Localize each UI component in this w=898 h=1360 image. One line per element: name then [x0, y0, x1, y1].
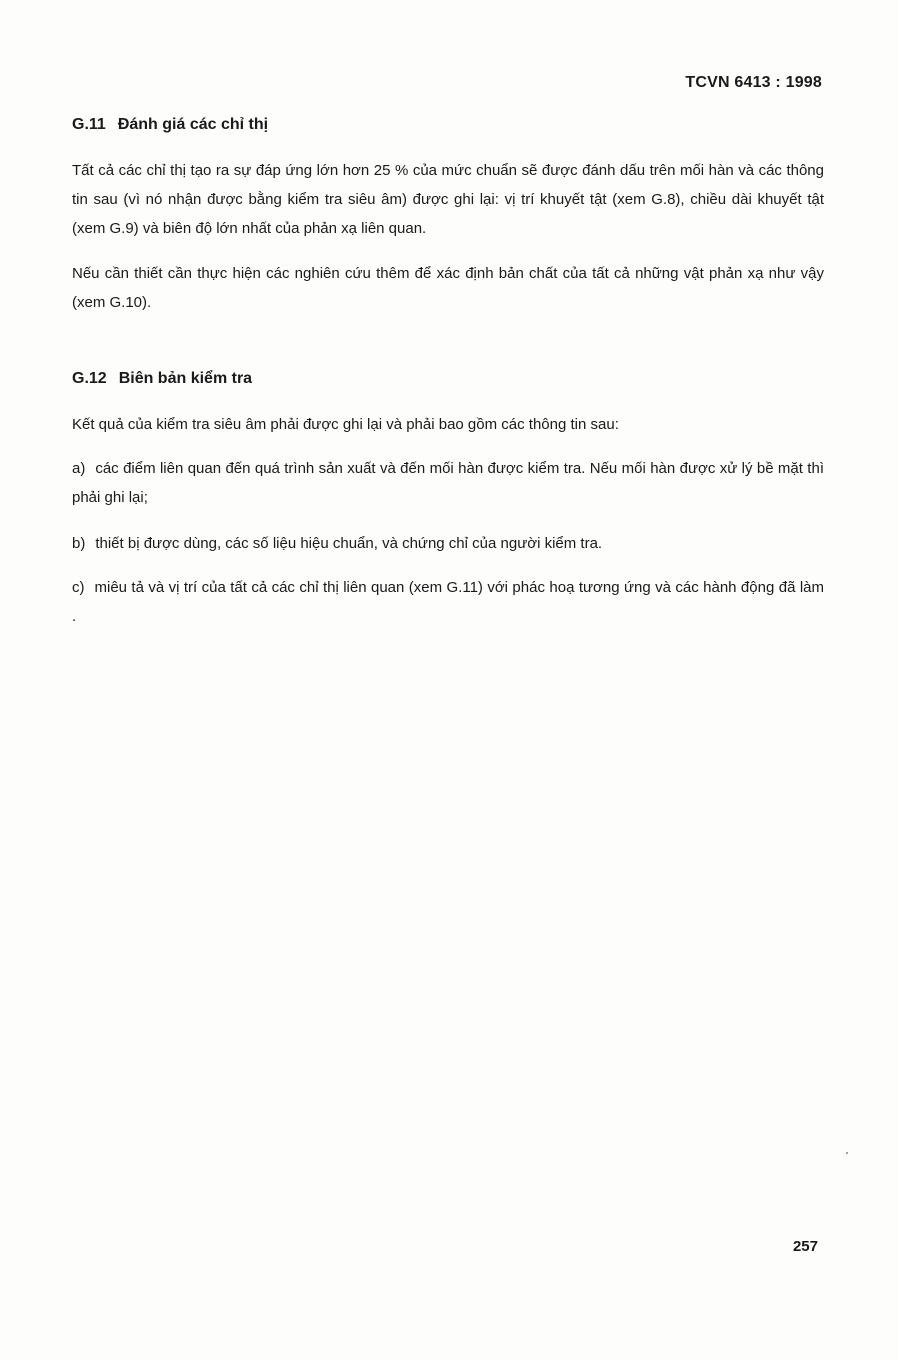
standard-header: TCVN 6413 : 1998 — [685, 74, 822, 91]
paragraph: Nếu cần thiết cần thực hiện các nghiên cứu thêm để xác định bản chất của tất cả những vật phản xạ như vậy (xem G.10). — [72, 265, 824, 311]
section-number: G.11 — [72, 116, 106, 133]
section-heading-g12 — [72, 370, 252, 388]
paragraph: Tất cả các chỉ thị tạo ra sự đáp ứng lớn hơn 25 % của mức chuẩn sẽ được đánh dấu trên mối hàn và các thông tin sau (vì nó nhận được bằng kiểm tra siêu âm) được ghi lại: vị trí khuyết tật (xem G.8), chiều dài khuyết tật (xem G.9) và biên độ lớn nhất của phản xạ liên quan. — [72, 162, 824, 237]
page-number: 257 — [792, 1238, 818, 1255]
list-item — [72, 529, 824, 558]
list-item-text: miêu tả và vị trí của tất cả các chỉ thị liên quan (xem G.11) với phác hoạ tương ứng và các hành động đã làm . — [72, 579, 824, 625]
list-item-text: các điểm liên quan đến quá trình sản xuất và đến mối hàn được kiểm tra. Nếu mối hàn được xử lý bề mặt thì phải ghi lại; — [72, 460, 824, 506]
list-marker: b) — [72, 535, 86, 552]
list-marker: a) — [72, 460, 86, 477]
section-number: G.12 — [72, 370, 107, 387]
paragraph: Kết quả của kiểm tra siêu âm phải được ghi lại và phải bao gồm các thông tin sau: — [72, 416, 619, 433]
list-marker: c) — [72, 579, 85, 596]
section-heading-g11 — [72, 116, 268, 134]
section-title: Biên bản kiểm tra — [118, 370, 253, 387]
list-item-text: thiết bị được dùng, các số liệu hiệu chuẩn, và chứng chỉ của người kiểm tra. — [95, 535, 603, 552]
list-item — [72, 573, 824, 631]
scan-speck — [846, 1152, 848, 1154]
section-title: Đánh giá các chỉ thị — [117, 116, 269, 133]
list-item — [72, 454, 824, 512]
